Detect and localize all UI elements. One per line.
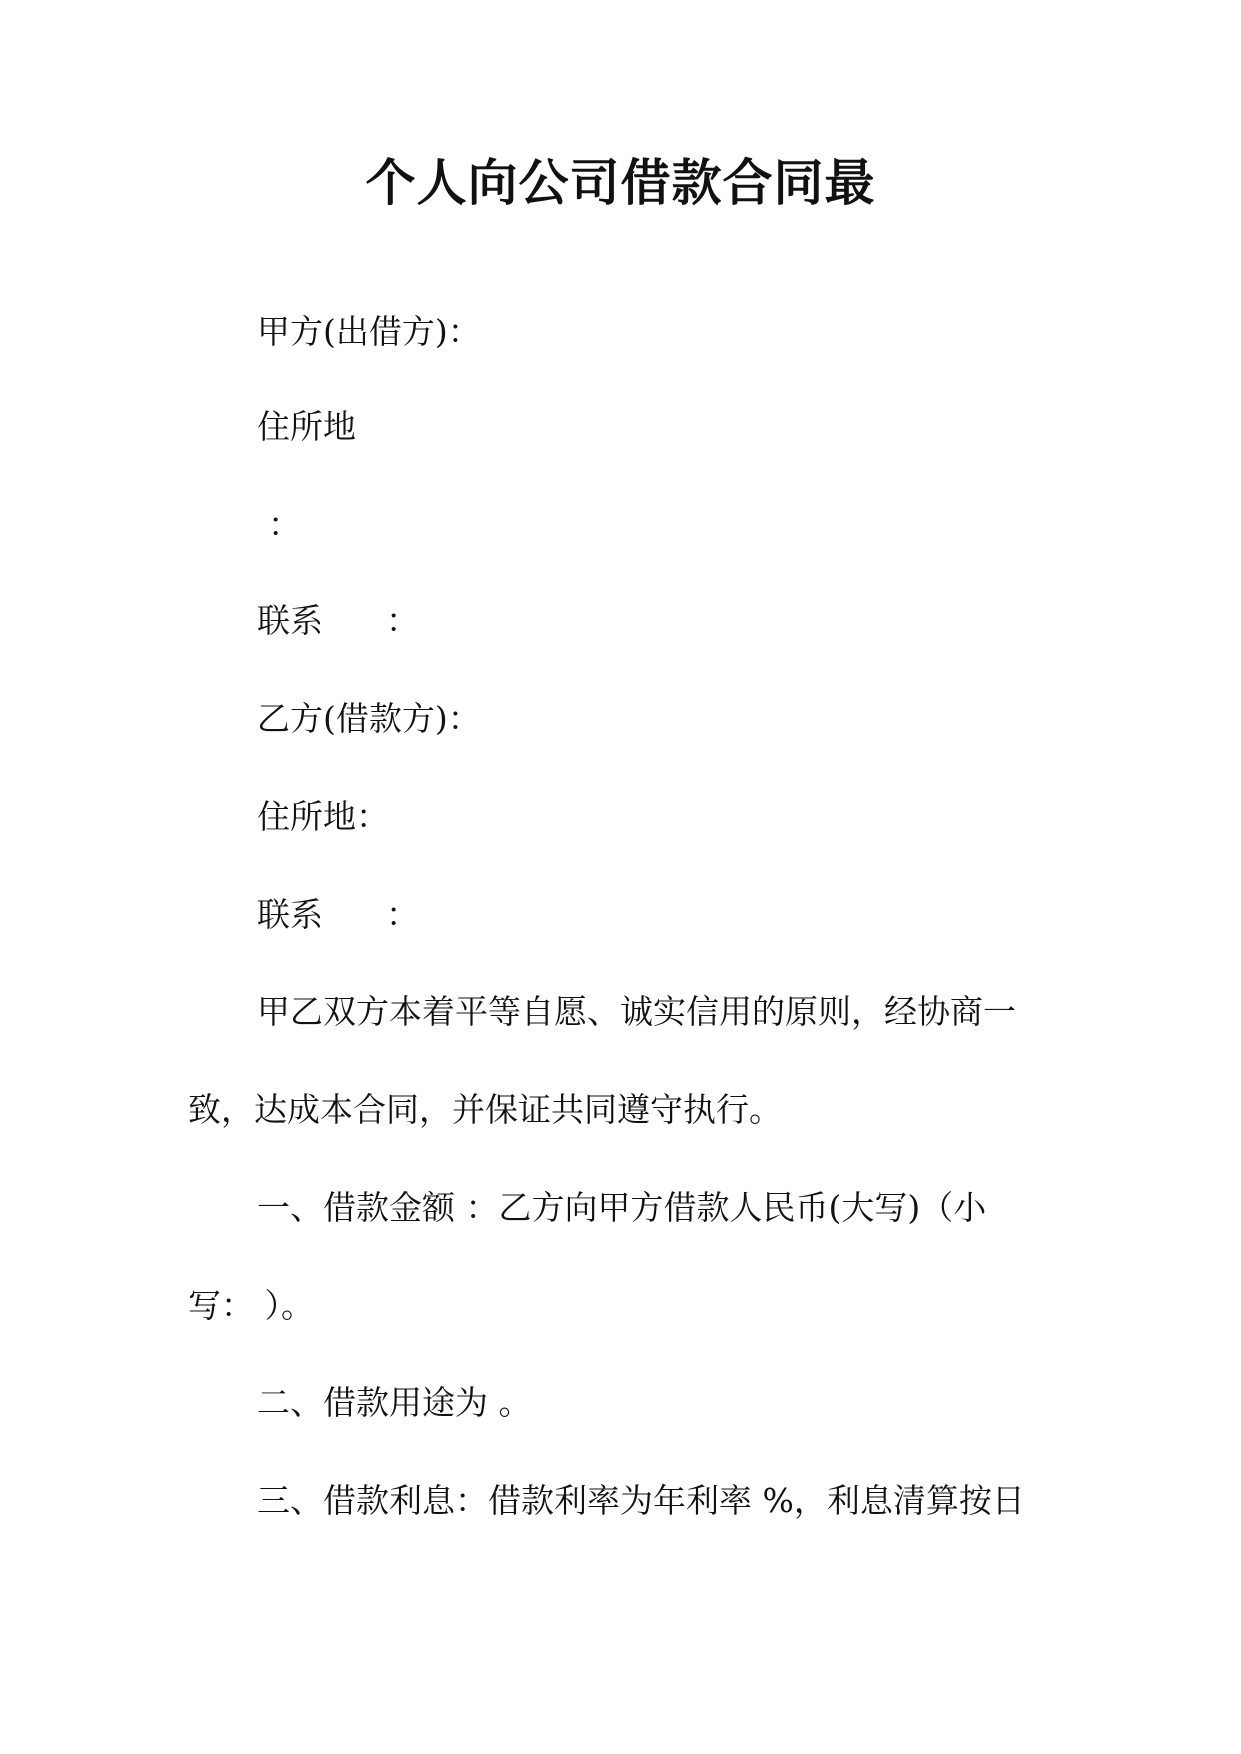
party-b-address-line: 住所地： <box>257 797 389 836</box>
party-a-contact-line: 联系 ： <box>257 601 419 640</box>
clause-2-line: 二、借款用途为 。 <box>257 1383 532 1422</box>
clause-1-line-2: 写： ）。 <box>188 1286 314 1325</box>
preamble-line-1: 甲乙双方本着平等自愿、诚实信用的原则，经协商一 <box>257 992 1016 1031</box>
preamble-line-2: 致，达成本合同，并保证共同遵守执行。 <box>188 1090 782 1129</box>
party-a-address-line: 住所地 <box>257 407 356 446</box>
party-a-lender-line: 甲方(出借方)： <box>257 312 481 351</box>
party-b-contact-line: 联系 ： <box>257 895 419 934</box>
party-b-borrower-line: 乙方(借款方)： <box>257 699 481 738</box>
party-a-address-colon: ： <box>268 505 301 544</box>
document-title: 个人向公司借款合同最 <box>365 153 876 212</box>
clause-1-line-1: 一、借款金额 ：乙方向甲方借款人民币(大写)（小 <box>257 1188 987 1227</box>
clause-3-line-1: 三、借款利息：借款利率为年利率 %，利息清算按日 <box>257 1481 1025 1520</box>
